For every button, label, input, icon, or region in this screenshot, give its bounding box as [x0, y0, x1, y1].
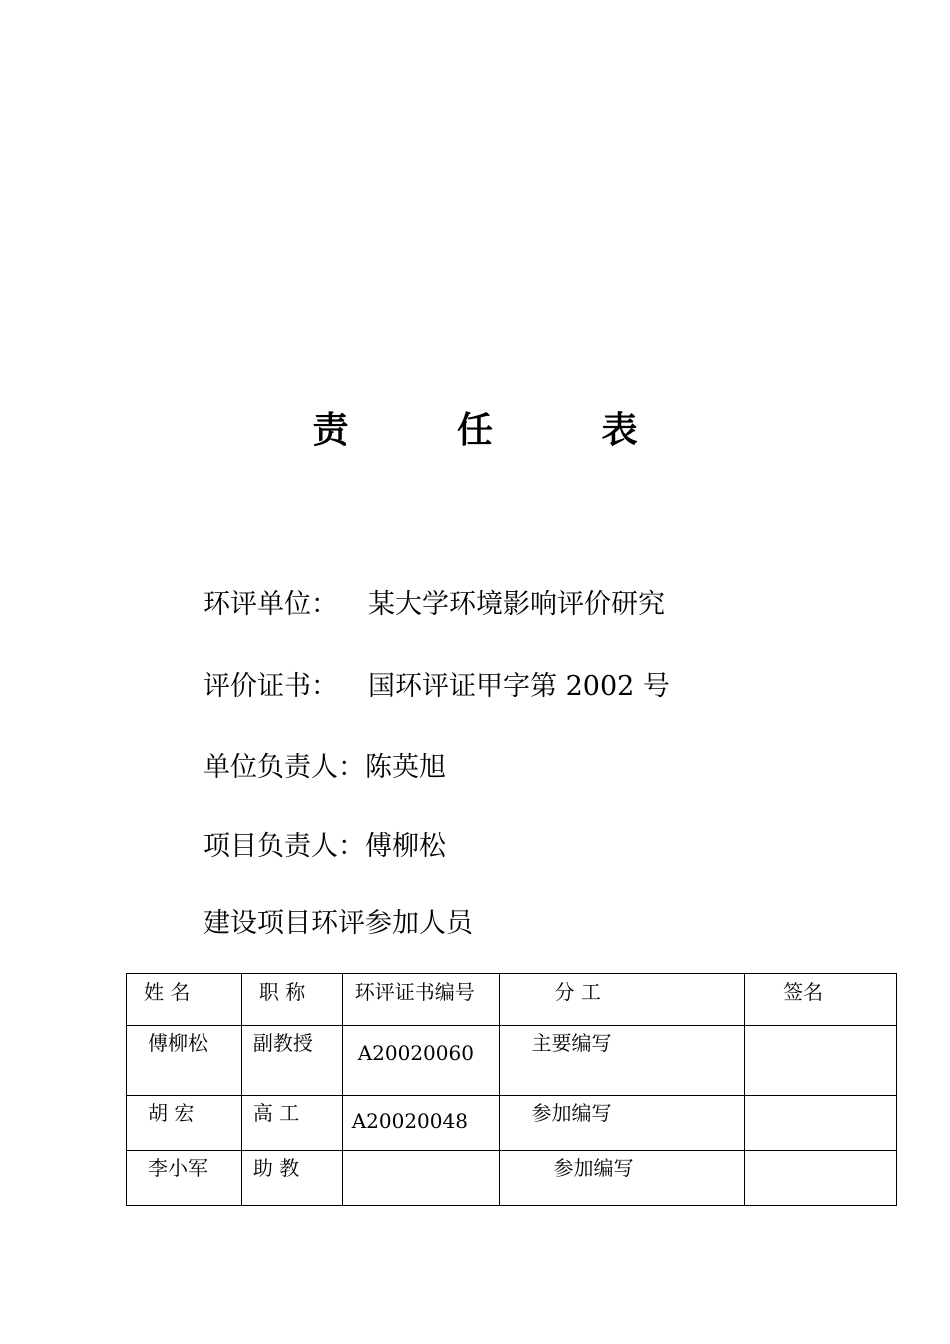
info-eval-unit — [203, 582, 665, 621]
cell-name: 胡 宏 — [148, 1101, 195, 1125]
cell-duty: 参加编写 — [553, 1156, 634, 1180]
cell-duty: 参加编写 — [531, 1101, 612, 1125]
header-cert: 环评证书编号 — [354, 980, 475, 1004]
cell-name: 李小军 — [148, 1156, 208, 1180]
cell-title: 高 工 — [252, 1101, 300, 1125]
header-signature: 签名 — [783, 980, 824, 1004]
eval-unit-label: 环评单位： — [203, 589, 338, 620]
table-row — [127, 1151, 897, 1206]
cell-signature — [745, 1026, 896, 1095]
eval-unit-value: 某大学环境影响评价研究 — [368, 589, 665, 620]
cell-cert: A20020060 — [357, 1041, 474, 1065]
cell-name: 傅柳松 — [148, 1031, 208, 1055]
info-eval-cert — [203, 664, 670, 703]
info-project-head — [203, 824, 446, 863]
cell-duty: 主要编写 — [531, 1031, 612, 1055]
eval-cert-label: 评价证书： — [203, 671, 338, 702]
header-name: 姓 名 — [144, 980, 191, 1004]
header-title: 职 称 — [258, 980, 306, 1004]
cell-signature — [745, 1096, 896, 1150]
cell-cert: A20020048 — [351, 1109, 468, 1133]
cell-title: 助 教 — [252, 1156, 300, 1180]
unit-head-value: 陈英旭 — [365, 752, 446, 783]
table-row — [127, 1026, 897, 1096]
page-title: 责 任 表 — [312, 409, 686, 451]
project-head-label: 项目负责人： — [203, 831, 365, 862]
participants-heading: 建设项目环评参加人员 — [203, 908, 473, 939]
eval-cert-value: 国环评证甲字第 2002 号 — [368, 671, 670, 702]
info-unit-head — [203, 745, 446, 784]
project-head-value: 傅柳松 — [365, 831, 446, 862]
unit-head-label: 单位负责人： — [203, 752, 365, 783]
table-header-row — [127, 974, 897, 1026]
table-row — [127, 1096, 897, 1151]
staff-table — [126, 973, 897, 1206]
cell-signature — [745, 1151, 896, 1205]
cell-title: 副教授 — [252, 1031, 313, 1055]
header-duty: 分 工 — [554, 980, 601, 1004]
